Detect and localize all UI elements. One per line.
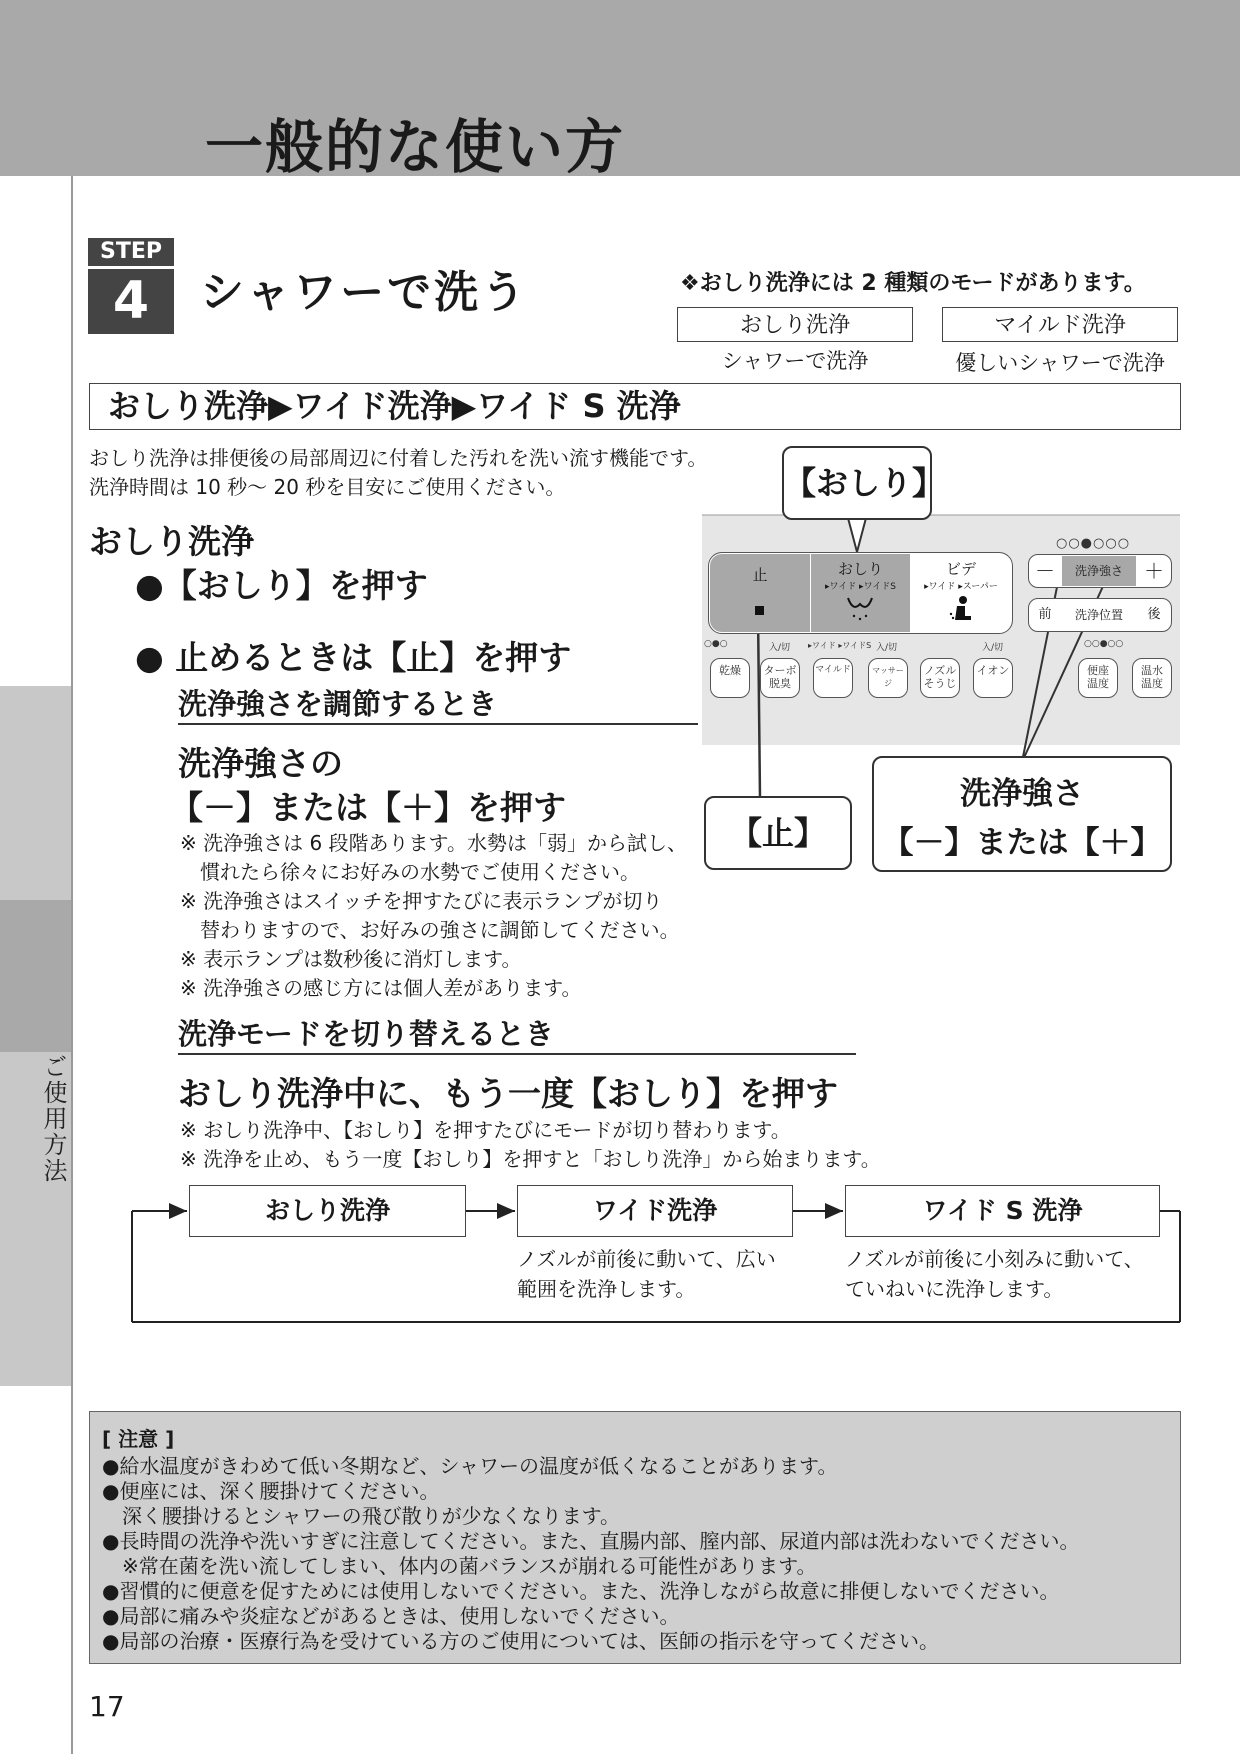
turbo-onoff-label: 入/切 [769,643,791,653]
seat-temp-button[interactable]: 便座 温度 [1078,658,1118,698]
mild-button[interactable]: マイルド [813,658,853,698]
intro-line-2: 洗浄時間は 10 秒～ 20 秒を目安にご使用ください。 [89,475,566,499]
caution-line: ●長時間の洗浄や洗いすぎに注意してください。また、直腸内部、膣内部、尿道内部は洗わないでください。 [102,1529,1080,1553]
position-back-button[interactable]: 後 [1147,607,1161,622]
caution-title: [ 注意 ] [102,1427,175,1451]
dryer-button[interactable]: 乾燥 [710,658,750,698]
flow-desc-wide-s: ノズルが前後に小刻みに動いて、 ていねいに洗浄します。 [845,1247,1144,1301]
mode-desc-oshiri: シャワーで洗浄 [721,349,869,373]
strength-level-indicator: ○○●○○○ [1056,536,1131,551]
section-heading: おしり洗浄▶ワイド洗浄▶ワイド S 洗浄 [89,383,1181,430]
side-label: ご使用方法 [39,1054,67,1184]
strength-note: ※ 洗浄強さはスイッチを押すたびに表示ランプが切り [180,889,663,913]
mode-subheading: 洗浄モードを切り替えるとき [178,1017,554,1051]
flow-step-wide-s: ワイド S 洗浄 [845,1185,1160,1237]
mode-heading: おしり洗浄中に、もう一度【おしり】を押す [178,1074,838,1113]
strength-note: ※ 表示ランプは数秒後に消灯します。 [180,947,522,971]
turbo-deodorize-button[interactable]: ターボ 脱臭 [760,658,800,698]
caution-line: ●給水温度がきわめて低い冬期など、シャワーの温度が低くなることがあります。 [102,1454,838,1478]
page-title: 一般的な使い方 [205,113,626,181]
wide-label: ▸ワイド ▸ワイドS [808,641,872,650]
caution-line: ●習慣的に便意を促すためには使用しないでください。また、洗浄しながら故意に排便しないでください。 [102,1579,1060,1603]
position-front-button[interactable]: 前 [1038,607,1052,622]
flow-desc-wide: ノズルが前後に動いて、広い 範囲を洗浄します。 [517,1247,776,1301]
strength-label: 洗浄強さ [1062,556,1136,586]
mode-note-line: ※ おしり洗浄中、【おしり】を押すたびにモードが切り替わります。 [180,1118,791,1142]
strength-note: 替わりますので、お好みの強さに調節してください。 [180,918,680,942]
step-number: 4 [88,269,174,334]
mode-note: ❖おしり洗浄には 2 種類のモードがあります。 [680,271,1146,296]
press-oshiri: ●【おしり】を押す [135,566,428,605]
ion-button[interactable]: イオン [973,658,1013,698]
caution-line: 深く腰掛けるとシャワーの飛び散りが少なくなります。 [102,1504,620,1528]
callout-stop: 【止】 [704,796,852,870]
ion-onoff-label: 入/切 [982,643,1004,653]
callout-strength-line1: 洗浄強さ [960,776,1084,812]
callout-strength-line2: 【－】または【＋】 [882,825,1162,861]
temp-level-indicator: ○○●○○ [1084,639,1124,649]
step-title: シャワーで洗う [200,267,529,318]
caution-line: ●局部に痛みや炎症などがあるときは、使用しないでください。 [102,1604,680,1628]
caution-line: ※常在菌を洗い流してしまい、体内の菌バランスが崩れる可能性があります。 [102,1554,817,1578]
caution-box [89,1411,1181,1664]
press-stop: ● 止めるときは【止】を押す [135,638,572,677]
step-label: STEP [88,238,174,266]
oshiri-button-label: おしり [837,560,883,578]
oshiri-button-sub: ▸ワイド ▸ワイドS [824,582,897,592]
flow-step-wide: ワイド洗浄 [517,1185,793,1237]
flow-step-oshiri: おしり洗浄 [189,1185,466,1237]
water-temp-button[interactable]: 温水 温度 [1132,658,1172,698]
oshiri-heading: おしり洗浄 [89,522,254,561]
strength-subheading: 洗浄強さを調節するとき [178,687,498,721]
strength-minus-button[interactable]: － [1035,559,1055,583]
stop-button-label: 止 [752,566,768,584]
bidet-button-sub: ▸ワイド ▸スーパー [924,582,998,592]
dryer-level-indicator: ○●○ [704,639,728,649]
strength-note: ※ 洗浄強さは 6 段階あります。水勢は「弱」から試し、 [180,831,687,855]
intro-line-1: おしり洗浄は排便後の局部周辺に付着した汚れを洗い流す機能です。 [89,446,708,470]
bidet-button-label: ビデ [945,560,976,578]
massage-onoff-label: 入/切 [876,643,898,653]
caution-line: ●局部の治療・医療行為を受けている方のご使用については、医師の指示を守ってください。 [102,1629,940,1653]
page-number: 17 [89,1690,125,1723]
nozzle-clean-button[interactable]: ノズル そうじ [920,658,960,698]
strength-plus-button[interactable]: ＋ [1144,559,1164,583]
strength-note: 慣れたら徐々にお好みの水勢でご使用ください。 [180,860,640,884]
caution-line: ●便座には、深く腰掛けてください。 [102,1479,440,1503]
strength-heading-1: 洗浄強さの [178,744,343,783]
mode-note-line: ※ 洗浄を止め、もう一度【おしり】を押すと「おしり洗浄」から始まります。 [180,1147,881,1171]
position-label: 洗浄位置 [1074,608,1123,622]
mode-box-mild: マイルド洗浄 [942,307,1178,342]
mode-desc-mild: 優しいシャワーで洗浄 [955,351,1165,375]
massage-button[interactable]: マッサージ [868,658,908,698]
mode-box-oshiri: おしり洗浄 [677,307,913,342]
strength-heading-2: 【－】または【＋】を押す [170,788,566,827]
strength-note: ※ 洗浄強さの感じ方には個人差があります。 [180,976,582,1000]
callout-oshiri: 【おしり】 [782,446,932,520]
